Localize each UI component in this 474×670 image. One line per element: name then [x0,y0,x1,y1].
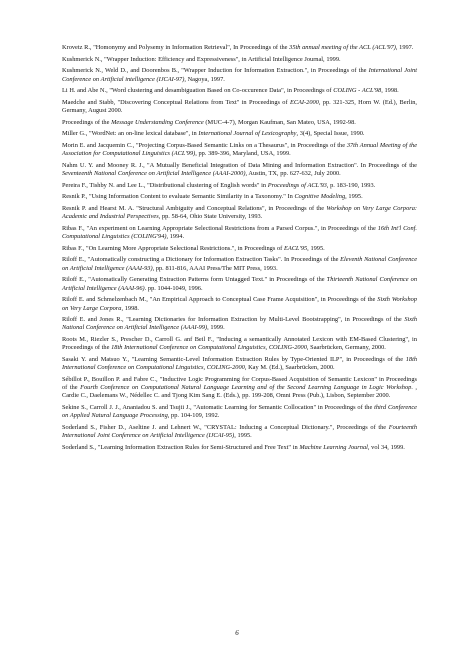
reference-text: , 1995. [307,244,325,252]
reference-italic-text: Message Understanding Conference [111,118,204,126]
reference-text: . pp. 1044-1049, 1996. [144,284,203,292]
reference-entry [62,356,417,373]
reference-text: , pp. 389-396, Maryland, USA, 1999. [195,150,291,158]
reference-italic-text: Eleventh National Conference on Artificial Intelligence (AAAI-93) [62,256,418,272]
reference-entry [62,182,417,190]
reference-entry [62,256,417,273]
reference-entry [62,193,417,201]
reference-italic-text: Machine Learning Journal [299,443,368,451]
page-number: 6 [235,629,239,637]
reference-text: Riloff E. and Schmelzenbach M., "An Empirical Approach to Conceptual Case Frame Acquisition", in Proceedings of the [62,296,378,304]
reference-text: , Austin, TX, pp. 627-632, July 2000. [245,170,341,178]
reference-entry [62,404,417,421]
reference-text: . , Cardie C., Daelemans W., Nédellec C. and Tjong Kim Sang E. (Eds.), pp. 199-208, Omni Press (Pub.), Lisbon, September 2000. [62,384,418,400]
reference-entry [62,316,417,333]
reference-text: , 1995. [234,432,252,440]
reference-italic-text: Proceedings of ACL'93 [267,181,327,189]
reference-entry [62,44,417,52]
reference-italic-text: International Joint Conference on Artificial intelligence (IJCAI-97) [62,67,417,83]
reference-text: , 1997. [395,44,414,51]
reference-entry [62,336,417,353]
reference-text: Kushmerick N., "Wrapper Induction: Efficiency and Expressiveness", in Artificial Intelligence Journal, 1999. [62,55,341,63]
reference-entry [62,276,417,293]
reference-italic-text: COLING - ACL'98 [333,87,382,95]
reference-italic-text: EACL'95 [283,244,308,252]
reference-italic-text: 18th International Conference on Computational Linguistics, COLING-2000 [111,344,307,352]
reference-text: , pp. 104-109, 1992. [167,412,220,420]
reference-text: Riloff E., "Automatically Generating Extraction Patterns form Untagged Text." in Proceedings of the [62,276,327,284]
reference-entry [62,296,417,313]
reference-text: Ribas F., "An experiment on Learning Appropriate Selectional Restrictions from a Parsed Corpus.", in Proceedings of the [62,224,378,232]
reference-text: , 1998. [381,87,399,95]
reference-italic-text: third Conference on Applied Natural Language Processing [62,403,417,420]
reference-text: , 1999. [207,324,225,332]
reference-text: Proceedings of the [62,118,112,126]
reference-text: Riloff E., "Automatically constructing a Dictionary for Information Extraction Tasks". In Proceedings of the [62,256,341,264]
reference-text: Sébillot P., Bouillon P. and Fabre C., "Inductive Logic Programming for Corpus-Based Acquisition of Semantic Lexicon" in Proceedings of the [62,375,417,392]
reference-italic-text: 37th Annual Meeting of the Association for Computational Linguistics (ACL'99) [62,141,418,158]
reference-italic-text: Fourth Conference on Computational Natural Language Learning and of the Second Learning Language in Logic Workshop [80,384,412,392]
reference-entry [62,424,417,441]
reference-text: (MUC-4-7), Morgan Kaufman, San Mateo, USA, 1992-98. [203,118,356,126]
reference-entry [62,142,417,159]
reference-text: Ribas F., "On Learning More Appropriate Selectional Restrictions.", in Proceedings of [62,244,284,252]
reference-text: , p. 183-190, 1993. [326,181,376,189]
reference-text: , 1998. [121,304,139,312]
reference-italic-text: Seventeenth National Conference on Artificial Intelligence (AAAI-2000) [62,170,246,178]
reference-entry [62,119,417,127]
reference-text: Resnik P. and Hearst M. A. "Structural Ambiguity and Conceptual Relations", in Proceedings of the [62,205,327,213]
reference-text: Roots M., Riezler S., Prescher D., Carroll G. anf Beil F., "Inducing a semantically Annotated Lexicon with EM-Based Clustering", in Proceedings of the [62,336,417,352]
reference-text: Resnik P., "Using Information Content to evaluate Semantic Similarity in a Taxonomy." In [62,193,295,201]
reference-italic-text: Cognitive Modeling [294,193,346,201]
reference-italic-text: 18th International Conference on Computational Linguistics, COLING-2000 [62,355,417,372]
reference-list [62,44,417,455]
reference-italic-text: Workshop on Very Large Corpora: Academic and Industrial Perspectives [62,205,417,221]
reference-text: Sekine S., Carroll J. J., Ananiadou S. and Tsujii J., "Automatic Learning for Semantic Collocation" in Proceedings of the [62,403,375,411]
reference-italic-text: Sixth National Conference on Artificial Intelligence (AAAI-99) [62,316,417,332]
reference-entry [62,130,417,138]
reference-italic-text: International Journal of Lexicography [198,130,297,138]
reference-text: Sasaki Y. and Matsuo Y., "Learning Semantic-Level Information Extraction Rules by Type-Oriented ILP", in Proceedings of the [62,355,406,363]
reference-text: , Saarbrücken, Germany, 2000. [306,344,386,352]
reference-text: , vol 34, 1999. [367,443,405,451]
reference-entry [62,56,417,64]
reference-text: Miller G., "WordNet: an on-line lexical database", in [62,130,199,138]
reference-text: , pp. 811-816, AAAI Press/The MIT Press, 1993. [152,264,278,272]
reference-text: , Kay M. (Ed.), Saarbrücken, 2000. [244,364,335,372]
reference-text: Pereira F., Tishby N. and Lee L., "Distributional clustering of English words" in [62,181,268,189]
reference-text: , 1995. [345,193,363,201]
reference-entry [62,376,417,401]
reference-text: , pp. 321-325, Horn W. (Ed.), Berlin, Germany, August 2000. [62,98,417,115]
reference-entry [62,87,417,95]
reference-entry [62,444,417,452]
reference-italic-text: Thirteenth National Conference on Artificial Intelligence (AAAI-96) [62,276,417,292]
reference-text: Maedche and Stabb, "Discovering Conceptual Relations from Text" in Proceedings of [62,98,290,106]
reference-text: Morin E. and Jacquemin C., "Projecting Corpus-Based Semantic Links on a Thesaurus", in Proceedings of the [62,141,347,149]
reference-text: , 3(4), Special Issue, 1990. [296,130,365,138]
reference-entry [62,245,417,253]
reference-entry [62,162,417,179]
reference-italic-text: 16th Int'l Conf. Computational Linguistics (COLING'94) [62,224,417,241]
reference-entry [62,67,417,84]
reference-entry [62,225,417,242]
reference-entry [62,205,417,222]
reference-entry [62,99,417,116]
reference-text: , 1994. [166,233,185,241]
reference-italic-text: Sixth Workshop on Very Large Corpora [62,296,417,312]
reference-text: Soderland S., Fisher D., Aseltine J. and Lehnert W., "CRYSTAL: Inducing a Conceptual Dictionary.", Proceedings of the [62,423,389,431]
reference-text: , Nagoya, 1997. [184,75,225,83]
reference-text: Nahm U. Y. and Mooney R. J., "A Mutually Beneficial Integration of Data Mining and Information Extraction". In Proceedings of the [62,161,417,169]
reference-text: Li H. and Abe N., "Word clustering and desambiguation Based on Co-occurence Data", in Proceedings of [62,87,334,95]
reference-text: Riloff E. and Jones R., "Learning Dictionaries for Information Extraction by Multi-Level Bootstrapping", in Proceedings of the [62,316,405,324]
reference-text: Soderland S., "Learning Information Extraction Rules for Semi-Structured and Free Text" in [62,443,300,451]
reference-italic-text: ECAI-2000 [289,98,319,106]
reference-text: , pp. 58-64, Ohio State University, 1993. [158,213,263,221]
reference-text: Kushmerick N., Weld D., and Doorenbos B., "Wrapper Induction for Information Extraction.", in Proceedings of the [62,67,369,75]
reference-italic-text: Fourteenth International Joint Conference on Artificial Intelligence (IJCAI-95) [62,423,417,440]
reference-text: Krovetz R., "Homonymy and Polysemy in Information Retrieval", In Proceedings of the [62,44,290,51]
reference-italic-text: 35th annual meeting of the ACL (ACL'97) [289,44,396,51]
